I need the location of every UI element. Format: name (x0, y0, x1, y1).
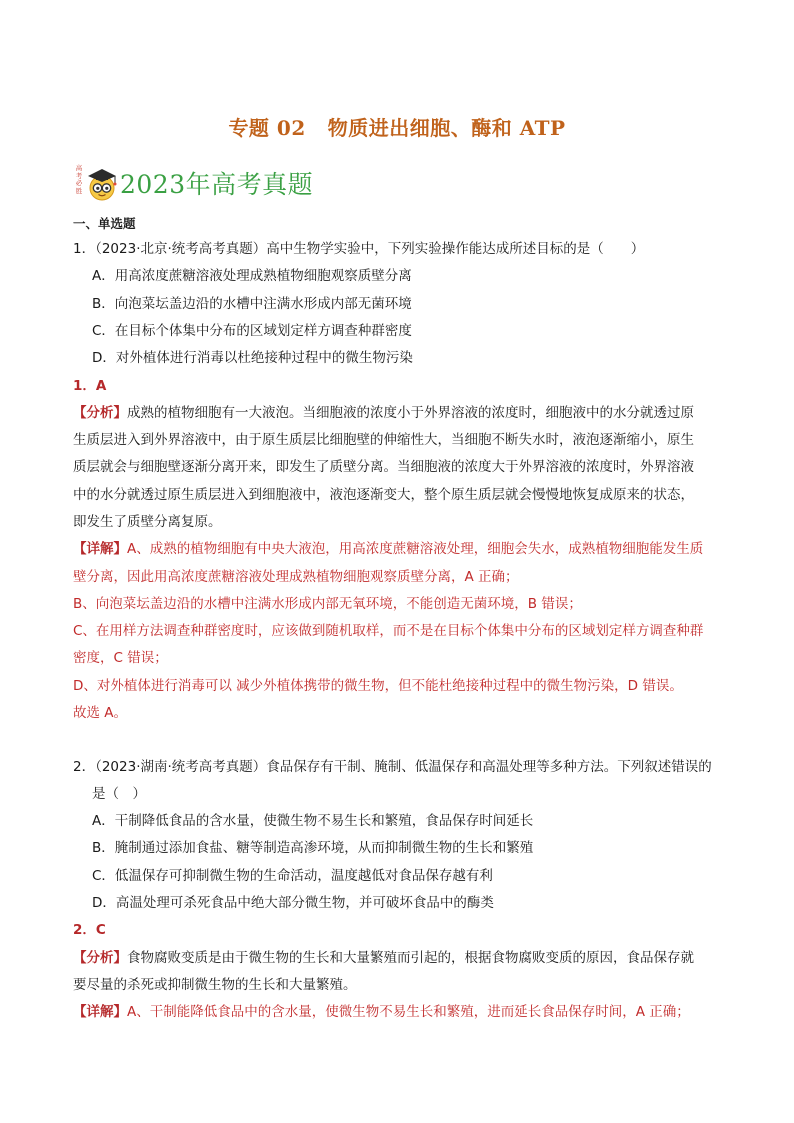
q1-option-a: A．用高浓度蔗糖溶液处理成熟植物细胞观察质壁分离 (92, 268, 412, 284)
q2-analysis-line-1 (73, 948, 694, 968)
q1-analysis-tag: 【分析】 (73, 405, 127, 421)
q1-analysis-line-3: 质层就会与细胞壁逐渐分离开来，即发生了质壁分离。当细胞液的浓度大于外界溶液的浓度时，外界溶液 (73, 459, 694, 475)
q2-analysis-line-2: 要尽量的杀死或抑制微生物的生长和大量繁殖。 (73, 977, 357, 993)
title-topic-name: 物质进出细胞、酶和 ATP (327, 116, 566, 140)
q2-detail-a (73, 1002, 690, 1022)
q1-analysis-text-1: 成熟的植物细胞有一大液泡。当细胞液的浓度小于外界溶液的浓度时，细胞液中的水分就透过原 (127, 405, 694, 421)
logo-vertical-text: 高考必胜 (75, 164, 83, 195)
q2-option-a: A．干制降低食品的含水量，使微生物不易生长和繁殖，食品保存时间延长 (92, 813, 534, 829)
q2-analysis-text-1: 食物腐败变质是由于微生物的生长和大量繁殖而引起的，根据食物腐败变质的原因，食品保存就 (127, 950, 694, 966)
scholar-mascot-icon (72, 163, 118, 203)
q1-analysis-line-2: 生质层进入到外界溶液中，由于原生质层比细胞壁的伸缩性大，当细胞不断失水时，液泡逐渐缩小，原生 (73, 432, 694, 448)
q1-detail-a-line-2: 壁分离，因此用高浓度蔗糖溶液处理成熟植物细胞观察质壁分离，A 正确； (73, 569, 519, 585)
q2-option-b: B．腌制通过添加食盐、糖等制造高渗环境，从而抑制微生物的生长和繁殖 (92, 840, 534, 856)
q2-stem-line-2: 是（ ） (92, 786, 146, 802)
q2-answer: 2．C (73, 922, 106, 938)
q2-option-d: D．高温处理可杀死食品中绝大部分微生物，并可破坏食品中的酶类 (92, 895, 494, 911)
q1-option-d: D．对外植体进行消毒以杜绝接种过程中的微生物污染 (92, 350, 413, 366)
q2-option-c: C．低温保存可抑制微生物的生命活动，温度越低对食品保存越有利 (92, 868, 493, 884)
q1-detail-a-line-1 (73, 539, 703, 559)
document-title (0, 112, 794, 141)
q1-detail-c-line-1: C、在用样方法调查种群密度时，应该做到随机取样，而不是在目标个体集中分布的区域划定样方调查种群 (73, 623, 704, 639)
q1-detail-d: D、对外植体进行消毒可以 减少外植体携带的微生物，但不能杜绝接种过程中的微生物污染，D 错误。 (73, 678, 683, 694)
q1-analysis-line-4: 中的水分就透过原生质层进入到细胞液中，液泡逐渐变大，整个原生质层就会慢慢地恢复成原来的状态， (73, 487, 694, 503)
q2-stem-line-1: 2．（2023·湖南·统考高考真题）食品保存有干制、腌制、低温保存和高温处理等多种方法。下列叙述错误的 (73, 759, 712, 775)
banner-heading: 2023年高考真题 (120, 170, 314, 199)
q1-option-c: C．在目标个体集中分布的区域划定样方调查种群密度 (92, 323, 412, 339)
q1-detail-c-line-2: 密度，C 错误； (73, 650, 168, 666)
q1-stem: 1．（2023·北京·统考高考真题）高中生物学实验中，下列实验操作能达成所述目标的是（ ） (73, 241, 645, 257)
q1-detail-a-text-1: A、成熟的植物细胞有中央大液泡，用高浓度蔗糖溶液处理，细胞会失水，成熟植物细胞能发生质 (127, 541, 704, 557)
q2-analysis-tag: 【分析】 (73, 950, 127, 966)
q1-answer: 1．A (73, 378, 107, 394)
section-banner (72, 163, 313, 203)
q1-detail-tag: 【详解】 (73, 541, 127, 557)
q1-option-b: B．向泡菜坛盖边沿的水槽中注满水形成内部无菌环境 (92, 296, 412, 312)
q1-detail-b: B、向泡菜坛盖边沿的水槽中注满水形成内部无氧环境，不能创造无菌环境，B 错误； (73, 596, 582, 612)
q2-detail-a-text: A、干制能降低食品中的含水量，使微生物不易生长和繁殖，进而延长食品保存时间，A 正确； (127, 1004, 690, 1020)
q1-analysis-line-5: 即发生了质壁分离复原。 (73, 514, 222, 530)
q1-analysis-line-1 (73, 403, 694, 423)
q2-detail-tag: 【详解】 (73, 1004, 127, 1020)
title-topic-number: 专题 02 (228, 116, 306, 140)
q1-conclusion: 故选 A。 (73, 705, 128, 721)
section-single-choice: 一、单选题 (73, 216, 136, 231)
